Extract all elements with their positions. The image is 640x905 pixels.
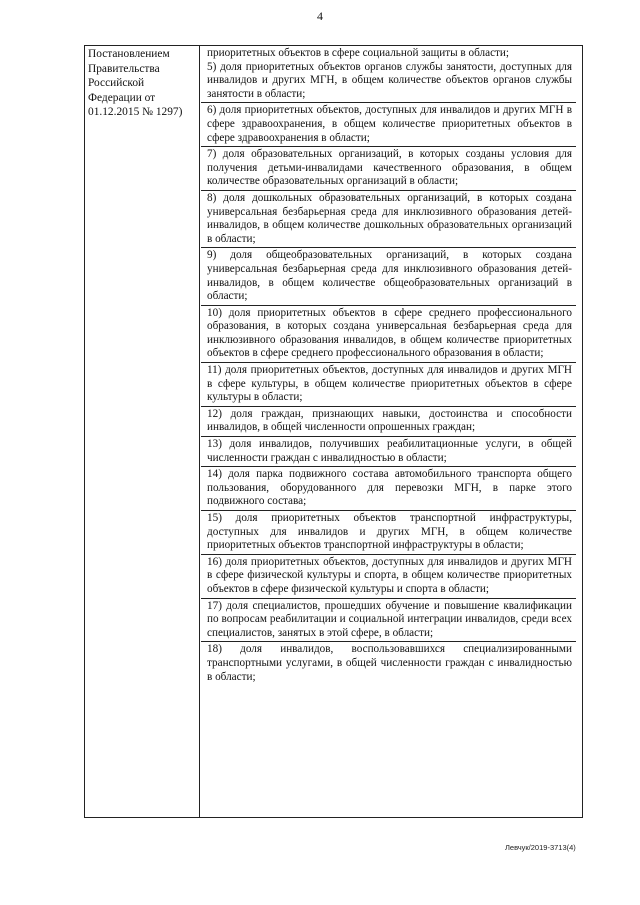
item-separator — [201, 146, 576, 147]
item-separator — [201, 466, 576, 467]
item-separator — [201, 362, 576, 363]
indicator-item: 11) доля приоритетных объектов, доступных для инвалидов и других МГН в сфере культуры, в общем количестве приоритетных объектов в сфере культуры в области; — [207, 364, 572, 404]
indicator-item: 8) доля дошкольных образовательных организаций, в которых создана универсальная безбарьерная среда для инклюзивного образования детей-инвалидов, в общем количестве дошкольных образовательных организаций в области; — [207, 191, 572, 245]
item-separator — [201, 510, 576, 511]
column-divider — [199, 46, 200, 817]
indicator-item: приоритетных объектов в сфере социальной защиты в области; — [207, 47, 510, 59]
indicator-item: 7) доля образовательных организаций, в которых созданы условия для получения детьми-инвалидами качественного образования, в общем количестве образовательных организаций в области; — [207, 148, 572, 188]
item-separator — [201, 190, 576, 191]
indicator-item: 14) доля парка подвижного состава автомобильного транспорта общего пользования, оборудованного для перевозки МГН, в парке этого подвижного состава; — [207, 468, 572, 508]
item-separator — [201, 102, 576, 103]
indicator-table — [84, 45, 583, 818]
source-reference-cell — [88, 47, 198, 120]
indicator-item: 15) доля приоритетных объектов транспортной инфраструктуры, доступных для инвалидов и других МГН, в общем количестве приоритетных объектов транспортной инфраструктуры в области; — [207, 512, 572, 552]
indicator-item: 16) доля приоритетных объектов, доступных для инвалидов и других МГН в сфере физической культуры и спорта, в общем количестве приоритетных объектов в сфере физической культуры и спорта в области; — [207, 555, 572, 595]
indicator-item: 10) доля приоритетных объектов в сфере среднего профессионального образования, в которых создана универсальная безбарьерная среда для инклюзивного образования инвалидов, в общем количестве приоритетных объектов в сфере среднего профессионального образования в области; — [207, 306, 572, 360]
indicator-item: 12) доля граждан, признающих навыки, достоинства и способности инвалидов, в общей численности опрошенных граждан; — [207, 407, 572, 434]
item-separator — [201, 247, 576, 248]
indicator-item: 9) доля общеобразовательных организаций, в которых создана универсальная безбарьерная среда для инклюзивного образования детей-инвалидов, в общем количестве общеобразовательных организаций в области; — [207, 249, 572, 303]
indicator-list-cell — [207, 47, 572, 684]
indicator-item: 18) доля инвалидов, воспользовавшихся специализированными транспортными услугами, в общей численности граждан с инвалидностью в области; — [207, 643, 572, 683]
source-line: Федерации от — [88, 91, 156, 104]
source-line: 01.12.2015 № 1297) — [88, 106, 183, 118]
page-number: 4 — [317, 9, 323, 23]
indicator-item: 5) доля приоритетных объектов органов службы занятости, доступных для инвалидов и других МГН, в общем количестве объектов органов службы занятости в области; — [207, 60, 572, 100]
indicator-item: 17) доля специалистов, прошедших обучение и повышение квалификации по вопросам реабилитации и социальной интеграции инвалидов, среди всех специалистов, занятых в этой сфере, в области; — [207, 599, 572, 639]
indicator-item: 6) доля приоритетных объектов, доступных для инвалидов и других МГН в сфере здравоохранения, в общем количестве приоритетных объектов в сфере здравоохранения в области; — [207, 104, 572, 144]
item-separator — [201, 598, 576, 599]
item-separator — [201, 305, 576, 306]
document-code: Левчук/2019-3713(4) — [505, 843, 576, 852]
item-separator — [201, 406, 576, 407]
source-line: Правительства — [88, 62, 160, 75]
item-separator — [201, 436, 576, 437]
source-line: Российской — [88, 77, 145, 89]
item-separator — [201, 641, 576, 642]
item-separator — [201, 554, 576, 555]
source-line: Постановлением — [88, 48, 170, 60]
indicator-item: 13) доля инвалидов, получивших реабилитационные услуги, в общей численности граждан с инвалидностью в области; — [207, 438, 572, 464]
